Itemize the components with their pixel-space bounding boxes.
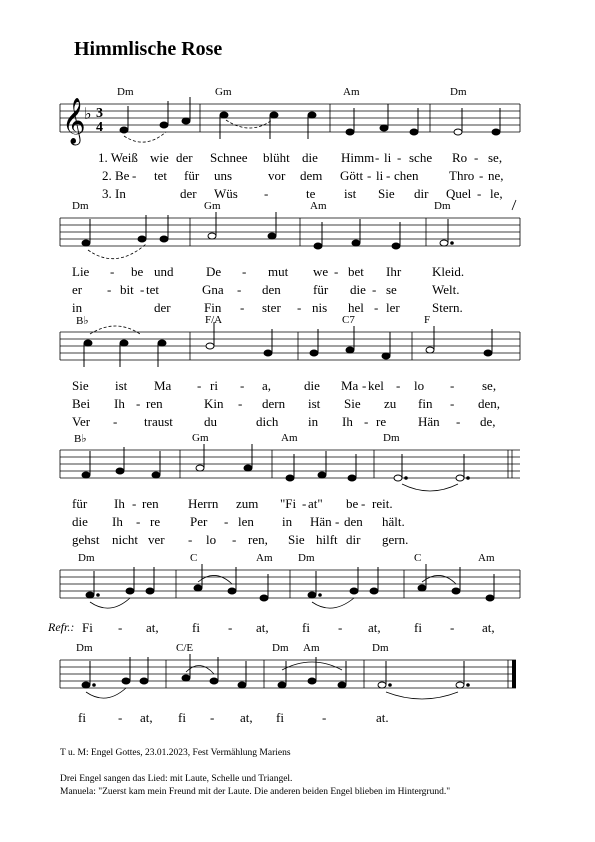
chord-symbol: Dm <box>383 432 400 444</box>
lyric-syllable: Ma <box>154 378 172 393</box>
lyric-syllable: ler <box>386 300 400 315</box>
credit-line: T u. M: Engel Gottes, 23.01.2023, Fest Vermählung Mariens <box>60 748 291 758</box>
chord-symbol: Gm <box>215 86 232 98</box>
lyric-syllable: der <box>176 150 193 165</box>
lyric-syllable: re <box>150 514 161 529</box>
lyric-syllable: - <box>210 710 215 725</box>
lyric-syllable: fi <box>276 710 284 725</box>
lyric-syllable: den <box>344 514 363 529</box>
music-system-3 <box>0 312 595 432</box>
lyric-syllable: für <box>72 496 88 511</box>
lyric-syllable: - <box>237 282 242 297</box>
lyric-syllable: - <box>136 396 141 411</box>
lyric-syllable: 1. Weiß <box>98 150 138 165</box>
lyric-syllable: - <box>118 710 123 725</box>
lyric-syllable: - <box>228 620 233 635</box>
lyric-syllable: ren <box>142 496 159 511</box>
chord-symbol: Am <box>256 552 273 564</box>
lyric-syllable: fi <box>192 620 200 635</box>
lyric-syllable: - <box>386 168 391 183</box>
music-system-6 <box>0 640 595 740</box>
lyric-syllable: Gött <box>340 168 364 183</box>
lyric-syllable: Ih <box>114 396 125 411</box>
lyric-syllable: sche <box>409 150 433 165</box>
lyric-syllable: at, <box>368 620 381 635</box>
footer-note-2: Manuela: "Zuerst kam mein Freund mit der Laute. Die anderen beiden Engel blieben im Hintergrund." <box>60 787 451 797</box>
lyric-syllable: - <box>396 378 401 393</box>
lyric-syllable: Bei <box>72 396 91 411</box>
lyric-syllable: in <box>308 414 319 429</box>
lyric-syllable: fi <box>78 710 86 725</box>
lyric-syllable: - <box>302 496 307 511</box>
lyric-syllable: Wüs <box>214 186 238 201</box>
chord-symbol: C/E <box>176 642 194 654</box>
lyric-syllable: Hän <box>418 414 440 429</box>
chord-symbol: Dm <box>298 552 315 564</box>
lyric-syllable: vor <box>268 168 286 183</box>
chord-symbol: B♭ <box>76 315 89 327</box>
lyric-syllable: Lie <box>72 264 90 279</box>
chord-symbol: Dm <box>76 642 93 654</box>
lyric-syllable: Fi <box>82 620 93 635</box>
lyric-syllable: dich <box>256 414 279 429</box>
lyric-syllable: fin <box>418 396 433 411</box>
lyric-syllable: lo <box>206 532 217 547</box>
lyric-syllable: Gna <box>202 282 224 297</box>
lyric-syllable: - <box>238 396 243 411</box>
lyric-syllable: dir <box>346 532 361 547</box>
lyric-syllable: - <box>113 414 118 429</box>
lyric-syllable: fi <box>178 710 186 725</box>
lyric-syllable: mut <box>268 264 289 279</box>
lyric-syllable: de, <box>480 414 496 429</box>
lyric-syllable: be <box>131 264 144 279</box>
lyric-syllable: kel <box>368 378 384 393</box>
lyric-syllable: hält. <box>382 514 405 529</box>
lyric-syllable: Ih <box>342 414 353 429</box>
lyric-syllable: - <box>334 264 339 279</box>
lyric-syllable: - <box>450 620 455 635</box>
lyric-syllable: Welt. <box>432 282 460 297</box>
lyric-syllable: - <box>374 300 379 315</box>
chord-symbol: Dm <box>78 552 95 564</box>
lyric-syllable: Fin <box>204 300 222 315</box>
lyric-syllable: Ihr <box>386 264 402 279</box>
lyric-syllable: und <box>154 264 174 279</box>
lyric-syllable: te <box>306 186 316 201</box>
lyric-syllable: wie <box>150 150 169 165</box>
lyric-syllable: hel <box>348 300 364 315</box>
lyric-syllable: - <box>474 150 479 165</box>
lyric-syllable: Hän <box>310 514 332 529</box>
lyric-syllable: at, <box>240 710 253 725</box>
lyric-syllable: Ver <box>72 414 91 429</box>
lyric-syllable: dir <box>414 186 429 201</box>
lyric-syllable: - <box>362 378 367 393</box>
lyric-syllable: bet <box>348 264 364 279</box>
chord-symbol: Am <box>343 86 360 98</box>
lyric-syllable: lo <box>414 378 425 393</box>
lyric-syllable: De <box>206 264 222 279</box>
lyric-syllable: Kin <box>204 396 224 411</box>
lyric-syllable: fi <box>302 620 310 635</box>
lyric-syllable: - <box>372 282 377 297</box>
chord-symbol: Am <box>303 642 320 654</box>
lyric-syllable: zu <box>384 396 397 411</box>
chord-symbol: B♭ <box>74 433 87 445</box>
chord-symbol: F <box>424 314 431 326</box>
lyric-syllable: Per <box>190 514 208 529</box>
lyric-syllable: Herrn <box>188 496 219 511</box>
lyric-syllable: at" <box>308 496 323 511</box>
chord-symbol: Dm <box>72 200 89 212</box>
lyric-syllable: Sie <box>72 378 89 393</box>
lyric-syllable: - <box>450 396 455 411</box>
lyric-syllable: re <box>376 414 387 429</box>
lyric-syllable: bit <box>120 282 134 297</box>
lyric-syllable: für <box>184 168 200 183</box>
lyric-syllable: in <box>72 300 83 315</box>
staff-1 <box>0 84 595 204</box>
svg-text:♭: ♭ <box>84 106 92 123</box>
lyric-syllable: er <box>72 282 83 297</box>
lyric-syllable: - <box>240 300 245 315</box>
lyric-syllable: Thro <box>449 168 475 183</box>
lyric-syllable: ist <box>115 378 128 393</box>
lyric-syllable: - <box>242 264 247 279</box>
lyric-syllable: at. <box>376 710 389 725</box>
lyric-syllable: we <box>313 264 329 279</box>
lyric-syllable: ist <box>344 186 357 201</box>
chord-symbol: F/A <box>205 314 223 326</box>
lyric-syllable: se, <box>488 150 503 165</box>
lyric-syllable: - <box>264 186 269 201</box>
lyric-syllable: - <box>107 282 112 297</box>
lyric-syllable: reit. <box>372 496 393 511</box>
chord-symbol: Am <box>281 432 298 444</box>
chord-symbol: Gm <box>204 200 221 212</box>
lyric-syllable: du <box>204 414 217 429</box>
lyric-syllable: li <box>384 150 392 165</box>
lyric-syllable: die <box>304 378 320 393</box>
lyric-syllable: - <box>367 168 372 183</box>
music-system-2 <box>0 198 595 318</box>
lyric-syllable: die <box>350 282 366 297</box>
lyric-syllable: ist <box>308 396 321 411</box>
svg-text:3: 3 <box>96 106 103 121</box>
lyric-syllable: ne, <box>488 168 504 183</box>
lyric-syllable: - <box>140 282 145 297</box>
lyric-syllable: - <box>322 710 327 725</box>
lyric-syllable: der <box>180 186 197 201</box>
lyric-syllable: - <box>118 620 123 635</box>
music-system-4 <box>0 430 595 550</box>
music-system-1 <box>0 84 595 204</box>
lyric-syllable: - <box>197 378 202 393</box>
lyric-syllable: li <box>376 168 384 183</box>
lyric-syllable: - <box>240 378 245 393</box>
lyric-syllable: ren <box>146 396 163 411</box>
lyric-syllable: - <box>188 532 193 547</box>
lyric-syllable: - <box>132 168 137 183</box>
lyric-syllable: traust <box>144 414 173 429</box>
lyric-syllable: ri <box>210 378 218 393</box>
lyric-syllable: - <box>456 414 461 429</box>
lyric-syllable: at, <box>256 620 269 635</box>
footer-note-1: Drei Engel sangen das Lied: mit Laute, Schelle und Triangel. <box>60 774 293 784</box>
lyric-syllable: - <box>132 496 137 511</box>
lyric-syllable: Himm <box>341 150 375 165</box>
chord-symbol: Dm <box>434 200 451 212</box>
lyric-syllable: len <box>238 514 254 529</box>
lyric-syllable: fi <box>414 620 422 635</box>
lyric-syllable: Kleid. <box>432 264 465 279</box>
lyric-syllable: - <box>224 514 229 529</box>
chord-symbol: C <box>190 552 198 564</box>
lyric-syllable: - <box>361 496 366 511</box>
lyric-syllable: - <box>477 186 482 201</box>
lyric-syllable: 2. Be <box>102 168 130 183</box>
lyric-syllable: at, <box>146 620 159 635</box>
lyric-syllable: le, <box>490 186 503 201</box>
lyric-syllable: gern. <box>382 532 409 547</box>
treble-clef-icon: 𝄞 <box>62 98 86 144</box>
staff-6 <box>0 640 595 740</box>
lyric-syllable: nis <box>312 300 328 315</box>
lyric-syllable: nicht <box>112 532 138 547</box>
lyric-syllable: Sie <box>344 396 361 411</box>
lyric-syllable: at, <box>482 620 495 635</box>
lyric-syllable: Ih <box>112 514 123 529</box>
chord-symbol: C7 <box>342 314 355 326</box>
lyric-syllable: gehst <box>72 532 100 547</box>
lyric-syllable: se <box>386 282 397 297</box>
lyric-syllable: - <box>110 264 115 279</box>
chord-symbol: Dm <box>272 642 289 654</box>
lyric-syllable: - <box>375 150 380 165</box>
lyric-syllable: ver <box>148 532 165 547</box>
lyric-syllable: blüht <box>263 150 290 165</box>
lyric-syllable: zum <box>236 496 259 511</box>
lyric-syllable: in <box>282 514 293 529</box>
lyric-syllable: uns <box>214 168 233 183</box>
lyric-syllable: die <box>302 150 318 165</box>
lyric-syllable: - <box>335 514 340 529</box>
song-title: Himmlische Rose <box>74 38 223 60</box>
lyric-syllable: den <box>262 282 281 297</box>
lyric-syllable: Sie <box>288 532 305 547</box>
lyric-syllable: - <box>450 378 455 393</box>
lyric-syllable: - <box>397 150 402 165</box>
lyric-syllable: für <box>313 282 329 297</box>
lyric-syllable: "Fi <box>280 496 297 511</box>
lyric-syllable: Schnee <box>210 150 248 165</box>
lyric-syllable: Ma <box>341 378 359 393</box>
lyric-syllable: ster <box>262 300 281 315</box>
lyric-syllable: Ih <box>114 496 125 511</box>
chord-symbol: Dm <box>450 86 467 98</box>
lyric-syllable: - <box>479 168 484 183</box>
chord-symbol: Dm <box>372 642 389 654</box>
chord-symbol: Am <box>310 200 327 212</box>
lyric-syllable: Stern. <box>432 300 463 315</box>
lyric-syllable: be <box>346 496 359 511</box>
lyric-syllable: die <box>72 514 88 529</box>
lyric-syllable: - <box>232 532 237 547</box>
lyric-syllable: ren, <box>248 532 268 547</box>
lyric-syllable: Ro <box>452 150 468 165</box>
chord-symbol: Dm <box>117 86 134 98</box>
lyric-syllable: 3. In <box>102 186 126 201</box>
lyric-syllable: hilft <box>316 532 338 547</box>
lyric-syllable: dem <box>300 168 323 183</box>
lyric-syllable: - <box>297 300 302 315</box>
chord-symbol: Am <box>478 552 495 564</box>
lyric-syllable: - <box>364 414 369 429</box>
lyric-syllable: chen <box>394 168 419 183</box>
lyric-syllable: a, <box>262 378 272 393</box>
svg-text:4: 4 <box>96 120 103 135</box>
lyric-syllable: - <box>136 514 141 529</box>
lyric-syllable: se, <box>482 378 497 393</box>
lyric-syllable: tet <box>146 282 159 297</box>
lyric-syllable: dern <box>262 396 286 411</box>
lyric-syllable: tet <box>154 168 167 183</box>
chord-symbol: C <box>414 552 422 564</box>
lyric-syllable: Refr.: <box>48 620 75 634</box>
music-system-5 <box>0 550 595 650</box>
lyric-syllable: der <box>154 300 171 315</box>
lyric-syllable: den, <box>478 396 501 411</box>
chord-symbol: Gm <box>192 432 209 444</box>
lyric-syllable: Quel <box>446 186 472 201</box>
lyric-syllable: Sie <box>378 186 395 201</box>
lyric-syllable: - <box>338 620 343 635</box>
lyric-syllable: at, <box>140 710 153 725</box>
